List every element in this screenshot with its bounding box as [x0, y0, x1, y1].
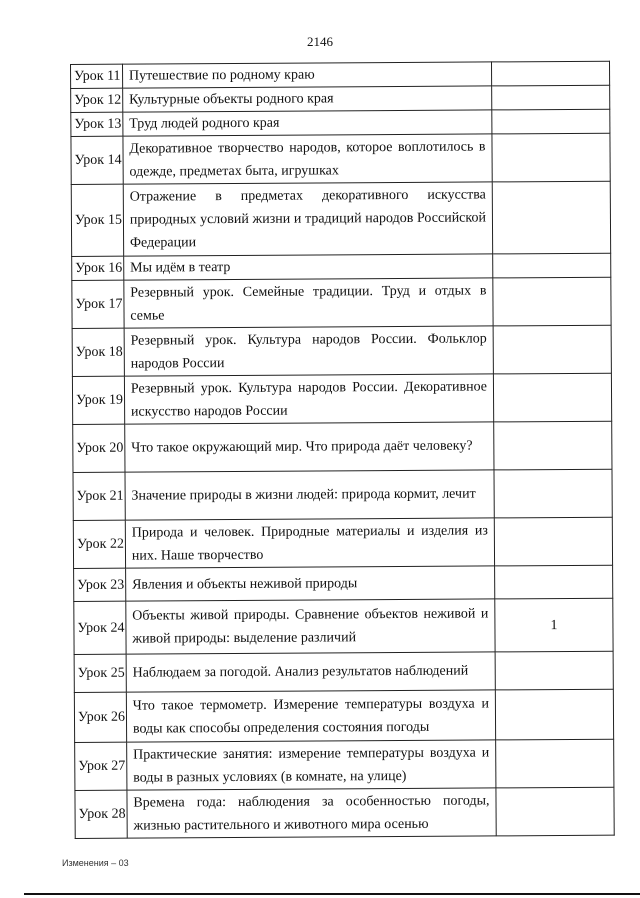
page-edge-line [24, 893, 640, 895]
lesson-topic-cell: Практические занятия: измерение температуры воздуха и воды в разных условиях (в комнате, на улице) [127, 740, 496, 790]
lesson-topic-cell: Декоративное творчество народов, которое воплотилось в одежде, предметах быта, игрушках [123, 134, 492, 184]
table-row [71, 133, 610, 184]
lesson-topic-cell: Значение природы в жизни людей: природа кормит, лечит [125, 470, 494, 520]
lesson-topic-cell: Путешествие по родному краю [122, 62, 491, 88]
table-row [71, 181, 610, 256]
lesson-hours-cell [495, 565, 613, 599]
lesson-topic-cell: Что такое термометр. Измерение температуры воздуха и воды как способы определения состояния погоды [126, 690, 495, 742]
lesson-topic-cell: Наблюдаем за погодой. Анализ результатов наблюдений [126, 652, 495, 692]
lesson-number-cell: Урок 24 [74, 601, 126, 654]
lesson-topic-cell: Явления и объекты неживой природы [125, 566, 494, 601]
lesson-topic-cell: Резервный урок. Семейные традиции. Труд и отдых в семье [124, 278, 493, 328]
table-row [74, 651, 613, 692]
table-row [73, 517, 612, 568]
lesson-topic-cell: Времена года: наблюдения за особенностью погоды, жизнью растительного и животного мира осенью [127, 788, 496, 838]
table-row [75, 787, 614, 838]
lesson-number-cell: Урок 15 [71, 184, 123, 256]
lesson-hours-cell [492, 61, 610, 86]
lesson-number-cell: Урок 13 [71, 112, 123, 136]
table-row [72, 373, 611, 424]
lesson-number-cell: Урок 17 [72, 280, 124, 328]
lesson-topic-cell: Что такое окружающий мир. Что природа даёт человеку? [125, 422, 494, 472]
lesson-topic-cell: Резервный урок. Культура народов России. Декоративное искусство народов России [124, 374, 493, 424]
table-row [74, 689, 613, 742]
lesson-number-cell: Урок 22 [73, 520, 125, 568]
lesson-hours-cell [495, 651, 613, 690]
lesson-hours-cell [494, 469, 612, 518]
lesson-hours-cell [492, 109, 610, 134]
lesson-hours-cell [493, 325, 611, 374]
lesson-number-cell: Урок 18 [72, 328, 124, 376]
lesson-hours-cell [494, 421, 612, 470]
lesson-hours-cell [492, 181, 610, 254]
table-row [73, 421, 612, 472]
lesson-hours-cell [493, 277, 611, 326]
lesson-number-cell: Урок 28 [75, 790, 127, 838]
lesson-hours-cell [494, 517, 612, 566]
table-row [71, 61, 610, 88]
lesson-number-cell: Урок 19 [72, 376, 124, 424]
lesson-hours-cell [493, 253, 611, 278]
table-row [75, 739, 614, 790]
lesson-table-body [71, 61, 615, 838]
lesson-table [70, 61, 615, 839]
lesson-topic-cell: Отражение в предметах декоративного искусства природных условий жизни и традиций народов Российской Федерации [123, 182, 493, 256]
table-row [74, 598, 613, 654]
lesson-number-cell: Урок 20 [73, 424, 125, 472]
lesson-hours-cell [496, 739, 614, 788]
lesson-topic-cell: Резервный урок. Культура народов России. Фольклор народов России [124, 326, 493, 376]
lesson-number-cell: Урок 25 [74, 654, 126, 692]
table-row [73, 469, 612, 520]
lesson-hours-cell [495, 689, 613, 740]
lesson-number-cell: Урок 26 [74, 692, 126, 742]
page-number: 2146 [307, 34, 333, 49]
lesson-topic-cell: Культурные объекты родного края [123, 86, 492, 112]
table-row [72, 277, 611, 328]
table-row [71, 109, 610, 136]
lesson-topic-cell: Мы идём в театр [124, 254, 493, 280]
lesson-topic-cell: Природа и человек. Природные материалы и изделия из них. Наше творчество [125, 518, 494, 568]
lesson-number-cell: Урок 23 [74, 568, 126, 601]
lesson-hours-cell: 1 [495, 598, 613, 652]
table-row [71, 85, 610, 112]
lesson-hours-cell [496, 787, 614, 836]
lesson-number-cell: Урок 27 [75, 742, 127, 790]
lesson-number-cell: Урок 11 [71, 64, 123, 88]
lesson-number-cell: Урок 16 [72, 256, 124, 280]
footer-revision: Изменения – 03 [62, 858, 129, 868]
lesson-hours-cell [492, 85, 610, 110]
lesson-topic-cell: Объекты живой природы. Сравнение объектов неживой и живой природы: выделение различий [126, 599, 495, 654]
lesson-topic-cell: Труд людей родного края [123, 110, 492, 136]
table-row [72, 253, 611, 280]
table-row [72, 325, 611, 376]
lesson-hours-cell [493, 373, 611, 422]
lesson-hours-cell [492, 133, 610, 182]
lesson-number-cell: Урок 14 [71, 136, 123, 184]
lesson-number-cell: Урок 12 [71, 88, 123, 112]
lesson-number-cell: Урок 21 [73, 472, 125, 520]
table-row [74, 565, 613, 601]
